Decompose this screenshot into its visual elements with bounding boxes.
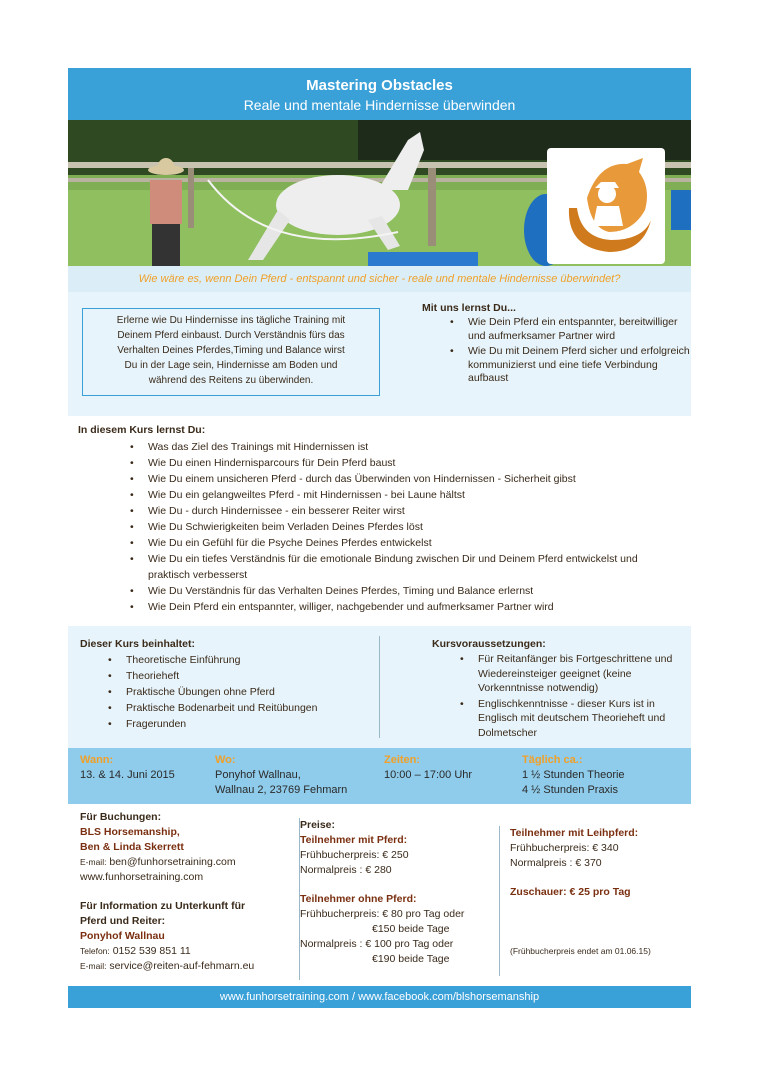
where-value: Wallnau 2, 23769 Fehmarn <box>215 784 348 796</box>
price-heading: Teilnehmer ohne Pferd: <box>300 893 417 905</box>
prices-inner <box>300 818 499 967</box>
flyer-title: Mastering Obstacles <box>306 77 453 94</box>
course-requirements <box>432 638 682 741</box>
footer-links[interactable]: www.funhorsetraining.com / www.facebook.com/blshorsemanship <box>68 986 691 1008</box>
price-line: Normalpreis : € 370 <box>510 857 602 869</box>
daily-label: Täglich ca.: <box>522 754 583 766</box>
list-item: • Wie Du - durch Hindernissee - ein besserer Reiter wirst <box>148 503 678 519</box>
when-label: Wann: <box>80 754 114 766</box>
phone-label: Telefon: <box>80 946 110 956</box>
list-item: • Fragerunden <box>126 716 360 732</box>
where-column <box>215 754 385 798</box>
list-item: • Wie Du ein tiefes Verständnis für die emotionale Bindung zwischen Dir und Deinem Pferd entwickelst und praktisch verbesserst <box>148 551 678 583</box>
website-link[interactable]: www.funhorsetraining.com <box>80 871 204 883</box>
list-item: • Wie Dein Pferd ein entspannter, bereitwilliger und aufmerksamer Partner wird <box>468 316 692 343</box>
prices-title: Preise: <box>300 819 336 831</box>
intro-section <box>68 292 691 416</box>
tagline-question: Wie wäre es, wenn Dein Pferd - entspannt und sicher - reale und mentale Hindernisse überwindet? <box>68 266 691 292</box>
divider <box>379 636 380 738</box>
list-item: • Wie Du mit Deinem Pferd sicher und erfolgreich kommunizierst und eine tiefe Verbindung aufbaust <box>468 345 692 386</box>
list-item: • Wie Dein Pferd ein entspannter, williger, nachgebender und aufmerksamer Partner wird <box>148 599 678 615</box>
booking-section <box>68 808 691 982</box>
price-line: Frühbucherpreis: € 250 <box>300 849 409 861</box>
prices-wrapper <box>300 818 499 967</box>
info-title: Pferd und Reiter: <box>80 915 166 927</box>
course-title: In diesem Kurs lernst Du: <box>78 424 206 436</box>
spacer <box>80 885 290 899</box>
organizer-line: BLS Horsemanship, <box>80 826 180 838</box>
spectator-price: Zuschauer: € 25 pro Tag <box>510 886 631 898</box>
list-item: • Was das Ziel des Trainings mit Hindernissen ist <box>148 439 678 455</box>
daily-value: 4 ½ Stunden Praxis <box>522 784 619 796</box>
spacer <box>300 878 499 892</box>
requirements-title: Kursvoraussetzungen: <box>432 638 546 650</box>
venue-name: Ponyhof Wallnau <box>80 930 165 942</box>
email-link[interactable]: ben@funhorsetraining.com <box>109 856 236 868</box>
email-label: E-mail: <box>80 961 107 971</box>
horse-photo <box>68 120 691 266</box>
phone-row <box>80 944 290 959</box>
price-line: €190 beide Tage <box>372 953 450 965</box>
price-line: €150 beide Tage <box>372 923 450 935</box>
list-item: • Theoretische Einführung <box>126 652 360 668</box>
flyer <box>68 68 691 1010</box>
intro-line: während des Reitens zu überwinden. <box>148 375 314 386</box>
intro-line: Du in der Lage sein, Hindernisse am Boden und <box>124 360 338 371</box>
price-line: Frühbucherpreis: € 340 <box>510 842 619 854</box>
when-value: 13. & 14. Juni 2015 <box>80 769 175 781</box>
learn-with-us <box>422 302 692 388</box>
daily-value: 1 ½ Stunden Theorie <box>522 769 625 781</box>
where-value: Ponyhof Wallnau, <box>215 769 301 781</box>
schedule-bar <box>68 748 691 804</box>
spacer <box>510 900 689 944</box>
email-row <box>80 855 290 870</box>
intro-box <box>82 308 380 396</box>
info-title: Für Information zu Unterkunft für <box>80 900 246 912</box>
list-item: • Wie Du einem unsicheren Pferd - durch das Überwinden von Hindernissen - Sicherheit gibst <box>148 471 678 487</box>
list-item: • Theorieheft <box>126 668 360 684</box>
times-column <box>384 754 514 783</box>
course-content <box>78 424 678 615</box>
price-heading: Teilnehmer mit Pferd: <box>300 834 408 846</box>
price-line: Frühbucherpreis: € 80 pro Tag oder <box>300 908 465 920</box>
intro-line: Deinem Pferd einbaust. Durch Verständnis fürs das <box>117 330 345 341</box>
includes-section <box>68 626 691 748</box>
price-line: Normalpreis : € 280 <box>300 864 392 876</box>
course-includes <box>80 638 360 732</box>
when-column <box>80 754 210 783</box>
intro-line: Erlerne wie Du Hindernisse ins tägliche Training mit <box>116 315 346 326</box>
email-row <box>80 959 290 974</box>
price-heading: Teilnehmer mit Leihpferd: <box>510 827 639 839</box>
includes-title: Dieser Kurs beinhaltet: <box>80 638 195 650</box>
list-item: • Praktische Übungen ohne Pferd <box>126 684 360 700</box>
booking-contact <box>80 810 290 974</box>
intro-line: Verhalten Deines Pferdes,Timing und Balance wirst <box>117 345 345 356</box>
list-item: • Wie Du Schwierigkeiten beim Verladen Deines Pferdes löst <box>148 519 678 535</box>
list-item: • Wie Du Verständnis für das Verhalten Deines Pferdes, Timing und Balance erlernst <box>148 583 678 599</box>
booking-title: Für Buchungen: <box>80 811 162 823</box>
list-item: • Wie Du einen Hindernisparcours für Dein Pferd baust <box>148 455 678 471</box>
prices-column <box>299 818 499 980</box>
list-item: • Wie Du ein Gefühl für die Psyche Deines Pferdes entwickelst <box>148 535 678 551</box>
where-label: Wo: <box>215 754 236 766</box>
list-item: • Wie Du ein gelangweiltes Pferd - mit Hindernissen - bei Laune hältst <box>148 487 678 503</box>
list-item: • Englischkenntnisse - dieser Kurs ist in Englisch mit deutschem Theorieheft und Dolmetscher <box>478 697 682 741</box>
times-label: Zeiten: <box>384 754 421 766</box>
flyer-subtitle: Reale und mentale Hindernisse überwinden <box>243 97 516 113</box>
header-banner <box>68 68 691 120</box>
email-link[interactable]: service@reiten-auf-fehmarn.eu <box>109 960 255 972</box>
list-item: • Für Reitanfänger bis Fortgeschrittene und Wiedereinsteiger geeignet (keine Vorkenntnisse notwendig) <box>478 652 682 696</box>
early-bird-note: (Frühbucherpreis endet am 01.06.15) <box>510 946 651 956</box>
email-label: E-mail: <box>80 857 107 867</box>
spacer <box>510 871 689 885</box>
list-item: • Praktische Bodenarbeit und Reitübungen <box>126 700 360 716</box>
daily-column <box>522 754 682 798</box>
rental-prices-column <box>499 826 689 976</box>
learn-title: Mit uns lernst Du... <box>422 302 516 314</box>
times-value: 10:00 – 17:00 Uhr <box>384 769 473 781</box>
horse-head-logo-icon <box>547 148 665 264</box>
price-line: Normalpreis : € 100 pro Tag oder <box>300 938 454 950</box>
organizer-line: Ben & Linda Skerrett <box>80 841 184 853</box>
phone-number[interactable]: 0152 539 851 11 <box>112 945 191 957</box>
logo <box>547 148 665 264</box>
